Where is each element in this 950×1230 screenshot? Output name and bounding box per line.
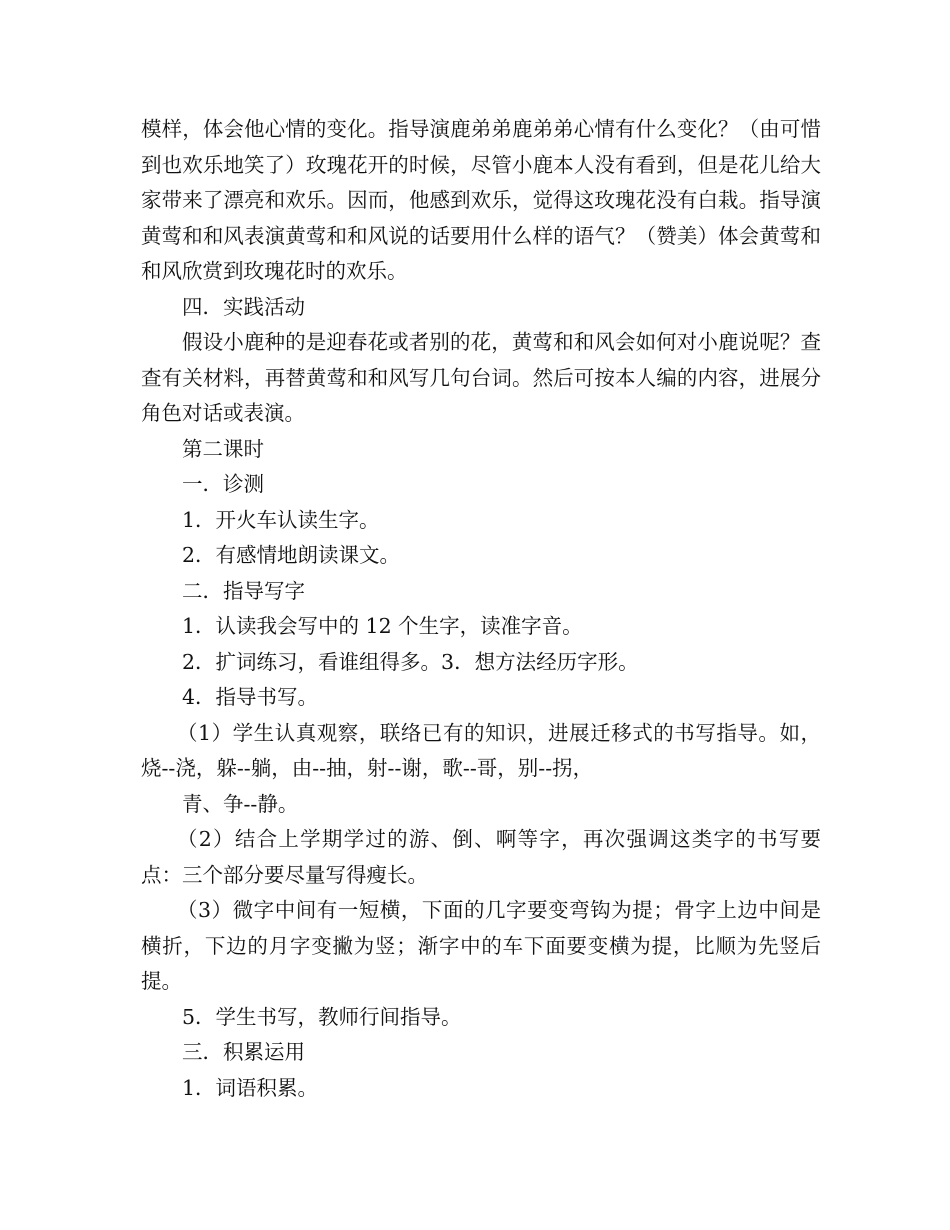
lesson-heading-second: 第二课时 [182, 436, 264, 461]
paragraph-practice-activity: 假设小鹿种的是迎春花或者别的花，黄莺和和风会如何对小鹿说呢？查查有关材料，再替黄莺和和风写几句台词。然后可按本人编的内容，进展分角色对话或表演。 [141, 330, 821, 425]
list-item-1: 1．开火车认读生字。 [182, 507, 380, 532]
list-item-2: 2．有感情地朗读课文。 [182, 543, 401, 567]
list-item-1: 1．词语积累。 [182, 1075, 319, 1100]
list-item-1: 1．认读我会写中的 12 个生字，读准字音。 [182, 614, 583, 638]
section-heading-diagnosis: 一．诊测 [182, 472, 264, 496]
paragraph-continuation: 模样，体会他心情的变化。指导演鹿弟弟鹿弟弟心情有什么变化？（由可惜到也欢乐地笑了）玫瑰花开的时候，尽管小鹿本人没有看到，但是花儿给大家带来了漂亮和欢乐。因而，他感到欢乐，觉得这玫瑰花没有白栽。指导演黄莺和和风表演黄莺和和风说的话要用什么样的语气？（赞美）体会黄莺和和风欣赏到玫瑰花时的欢乐。 [141, 117, 821, 283]
sub-item-1-continuation: 青、争--静。 [182, 791, 299, 816]
section-heading-writing: 二．指导写字 [182, 578, 305, 603]
section-heading-practice: 四．实践活动 [182, 294, 305, 319]
list-item-5: 5．学生书写，教师行间指导。 [182, 1004, 462, 1029]
document-body [141, 112, 821, 1106]
sub-item-3: （3）微字中间有一短横，下面的几字要变弯钩为提；骨字上边中间是横折，下边的月字变撇为竖；渐字中的车下面要变横为提，比顺为先竖后提。 [141, 898, 821, 993]
sub-item-2: （2）结合上学期学过的游、倒、啊等字，再次强调这类字的书写要点：三个部分要尽量写得瘦长。 [141, 827, 821, 887]
section-heading-accumulation: 三．积累运用 [182, 1040, 305, 1064]
sub-item-1: （1）学生认真观察，联络已有的知识，进展迁移式的书写指导。如，烧--浇，躲--躺，由--抽，射--谢，歌--哥，别--拐， [141, 720, 821, 780]
list-item-2-3: 2．扩词练习，看谁组得多。3．想方法经历字形。 [182, 649, 639, 674]
list-item-4: 4．指导书写。 [182, 685, 319, 709]
